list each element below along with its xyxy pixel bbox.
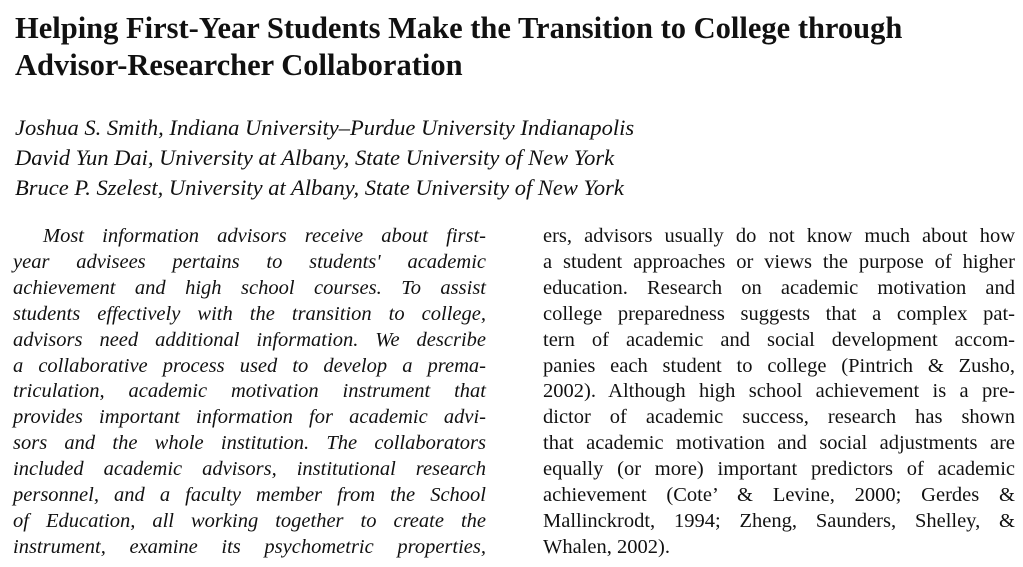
abstract-line: a collaborative process used to develop a prema- — [13, 354, 486, 377]
author-line: Bruce P. Szelest, University at Albany, State University of New York — [15, 175, 624, 200]
abstract-column — [13, 224, 486, 561]
body-line: panies each student to college (Pintrich & Zusho, — [543, 354, 1015, 377]
abstract-line: achievement and high school courses. To assist — [13, 276, 486, 299]
abstract-line: of Education, all working together to create the — [13, 509, 486, 532]
body-line: tern of academic and social development accom- — [543, 328, 1015, 351]
title-line-1: Helping First-Year Students Make the Transition to College through — [15, 11, 903, 45]
abstract-line: sors and the whole institution. The collaborators — [13, 432, 486, 455]
abstract-line: instrument, examine its psychometric properties, — [13, 535, 486, 558]
title-line-2: Advisor-Researcher Collaboration — [15, 48, 463, 82]
body-line: a student approaches or views the purpose of higher — [543, 250, 1015, 273]
body-line: that academic motivation and social adjustments are — [543, 432, 1015, 455]
body-line: Mallinckrodt, 1994; Zheng, Saunders, Shelley, & — [543, 509, 1015, 532]
body-line: equally (or more) important predictors of academic — [543, 458, 1015, 481]
body-line: 2002). Although high school achievement is a pre- — [543, 380, 1015, 403]
article-title — [15, 10, 1015, 84]
abstract-line: advisors need additional information. We describe — [13, 328, 486, 351]
body-column — [543, 224, 1015, 561]
author-line: David Yun Dai, University at Albany, State University of New York — [15, 145, 615, 170]
abstract-line: students effectively with the transition to college, — [13, 302, 486, 325]
body-line: achievement (Cote’ & Levine, 2000; Gerdes & — [543, 484, 1015, 507]
body-line: education. Research on academic motivation and — [543, 276, 1015, 299]
body-line: Whalen, 2002). — [543, 535, 670, 558]
abstract-line: triculation, academic motivation instrument that — [13, 380, 486, 403]
author-line: Joshua S. Smith, Indiana University–Purdue University Indianapolis — [15, 115, 635, 140]
body-line: ers, advisors usually do not know much about how — [543, 225, 1015, 247]
abstract-line: provides important information for academic advi- — [13, 406, 486, 429]
abstract-line: Most information advisors receive about first- — [43, 225, 486, 247]
abstract-line: year advisees pertains to students' academic — [13, 250, 486, 273]
abstract-line: personnel, and a faculty member from the School — [13, 484, 486, 507]
abstract-line: included academic advisors, institutional research — [13, 458, 486, 481]
author-list — [15, 113, 1015, 203]
body-line: dictor of academic success, research has shown — [543, 406, 1015, 429]
body-line: college preparedness suggests that a complex pat- — [543, 302, 1015, 325]
